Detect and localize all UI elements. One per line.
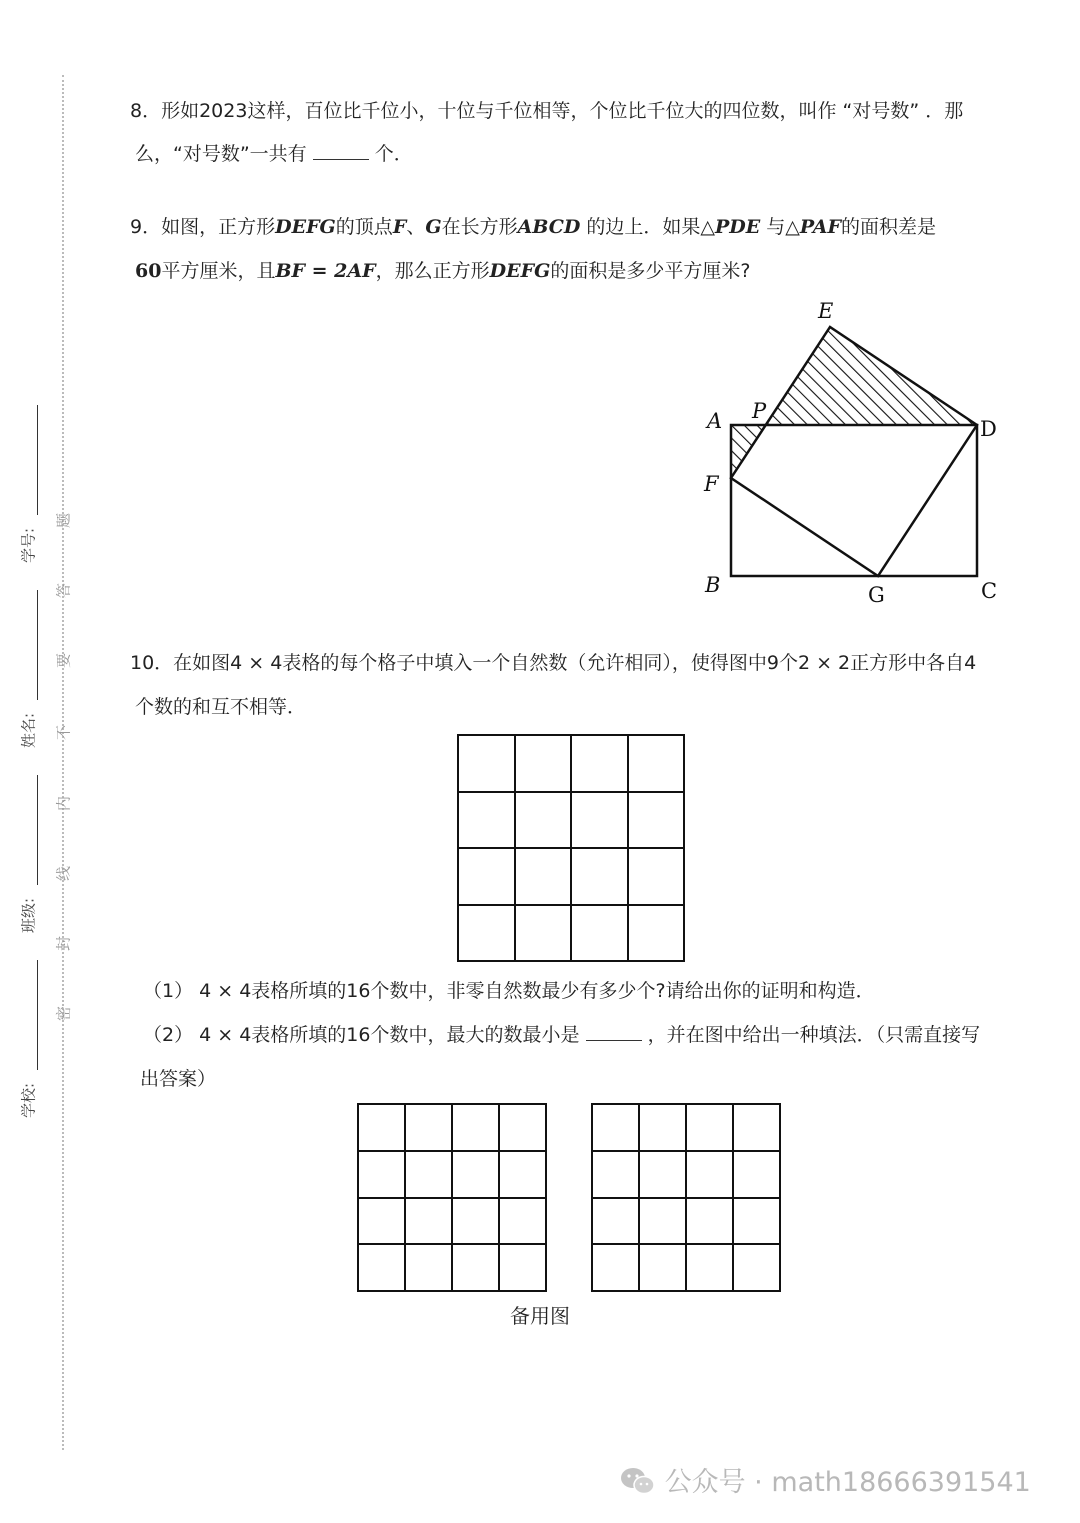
grid-cell[interactable] (628, 905, 685, 962)
grid-cell[interactable] (628, 792, 685, 849)
grid-cell[interactable] (515, 905, 572, 962)
grid-cell[interactable] (571, 905, 628, 962)
label-d: D (980, 417, 997, 441)
q9-text: 的边上．如果△ (580, 216, 715, 238)
q10-sub2-text-end: ，并在图中给出一种填法．（只需直接写 (647, 1024, 981, 1046)
grid-cell[interactable] (592, 1198, 639, 1245)
q9-line1 (130, 216, 936, 238)
grid-cell[interactable] (452, 1151, 499, 1198)
q9-math: DEFG (489, 260, 551, 282)
class-line (37, 775, 38, 885)
q8-line2 (135, 143, 413, 165)
grid-cell[interactable] (733, 1104, 780, 1151)
grid-cell[interactable] (628, 735, 685, 792)
grid-cell[interactable] (571, 792, 628, 849)
grid-cell[interactable] (592, 1151, 639, 1198)
grid-cell[interactable] (686, 1244, 733, 1291)
q10-sub2 (143, 1024, 980, 1046)
grid-cell[interactable] (639, 1244, 686, 1291)
grid-cell[interactable] (358, 1244, 405, 1291)
q10-answer-blank[interactable] (586, 1024, 642, 1041)
grid-cell[interactable] (499, 1151, 546, 1198)
school-label: 学校: (19, 1082, 38, 1119)
grid-cell[interactable] (405, 1198, 452, 1245)
q10-line1: 10．在如图4 × 4表格的每个格子中填入一个自然数（允许相同），使得图中9个2 × 2正方形中各自4 (130, 652, 977, 674)
grid-cell[interactable] (639, 1104, 686, 1151)
grid-cell[interactable] (405, 1244, 452, 1291)
name-line (37, 590, 38, 700)
grid-cell[interactable] (499, 1104, 546, 1151)
label-g: G (868, 583, 885, 607)
wechat-icon (620, 1466, 656, 1496)
grid-cell[interactable] (499, 1244, 546, 1291)
q9-math: DEFG (275, 216, 336, 238)
grid-cell[interactable] (686, 1198, 733, 1245)
grid-cell[interactable] (515, 792, 572, 849)
grid-cell[interactable] (452, 1104, 499, 1151)
label-a: A (707, 409, 723, 433)
q9-geometry-figure (690, 290, 1020, 610)
q8-line1: 8．形如2023这样，百位比千位小，十位与千位相等，个位比千位大的四位数，叫作 “对号数” ．那 (130, 100, 964, 122)
grid-cell[interactable] (358, 1198, 405, 1245)
q10-main-grid (457, 734, 685, 962)
q9-line2 (135, 260, 750, 282)
q8-answer-blank[interactable] (313, 143, 369, 160)
q9-math: ABCD (517, 216, 581, 238)
grid-cell[interactable] (458, 848, 515, 905)
seal-char: 题 (54, 513, 73, 529)
spare-figure-caption: 备用图 (510, 1304, 570, 1328)
q9-text: 与△ (760, 216, 800, 238)
q10-sub2-line2: 出答案） (140, 1068, 217, 1090)
q10-sub2-text: （2） 4 × 4表格所填的16个数中，最大的数最小是 (143, 1024, 580, 1046)
q9-text: 在长方形 (441, 216, 518, 238)
grid-cell[interactable] (499, 1198, 546, 1245)
grid-cell[interactable] (405, 1104, 452, 1151)
name-label: 姓名: (19, 712, 38, 749)
grid-cell[interactable] (686, 1104, 733, 1151)
spare-grid-right (591, 1103, 781, 1292)
seal-char: 线 (54, 866, 73, 882)
spare-grid-left (357, 1103, 547, 1292)
grid-cell[interactable] (639, 1151, 686, 1198)
q9-math: F (392, 216, 407, 238)
seal-char: 答 (54, 583, 73, 599)
label-c: C (981, 579, 998, 603)
grid-cell[interactable] (571, 735, 628, 792)
grid-cell[interactable] (639, 1198, 686, 1245)
q8-line2-text: 么，“对号数”一共有 (135, 143, 307, 165)
q9-math: PDE (715, 216, 761, 238)
grid-cell[interactable] (515, 735, 572, 792)
q8-line2-end: 个． (374, 143, 413, 165)
q10-sub1: （1） 4 × 4表格所填的16个数中，非零自然数最少有多少个?请给出你的证明和构造． (143, 980, 875, 1002)
q9-text: 、 (406, 216, 426, 238)
student-id-line (37, 405, 38, 515)
grid-cell[interactable] (592, 1104, 639, 1151)
q9-math: G (425, 216, 442, 238)
seal-char: 封 (54, 936, 73, 952)
q9-number: 9． (130, 216, 162, 238)
q9-math: PAF (799, 216, 842, 238)
q9-text: 的面积差是 (841, 216, 937, 238)
grid-cell[interactable] (628, 848, 685, 905)
seal-char: 要 (54, 653, 73, 669)
label-p: P (752, 399, 767, 423)
q9-text: ，那么正方形 (375, 260, 490, 282)
seal-char: 内 (54, 796, 73, 812)
grid-cell[interactable] (733, 1244, 780, 1291)
student-id-label: 学号: (19, 527, 38, 564)
grid-cell[interactable] (592, 1244, 639, 1291)
grid-cell[interactable] (358, 1151, 405, 1198)
grid-cell[interactable] (515, 848, 572, 905)
seal-dotted-line (62, 75, 64, 1450)
rectangle-abcd (731, 425, 977, 576)
q9-text: 平方厘米，且 (161, 260, 276, 282)
wechat-watermark (620, 1460, 1031, 1499)
q9-text: 如图，正方形 (161, 216, 276, 238)
grid-cell[interactable] (458, 905, 515, 962)
q9-math: BF = 2AF (275, 260, 376, 282)
grid-cell[interactable] (686, 1151, 733, 1198)
q9-text: 的顶点 (335, 216, 393, 238)
q10-line2: 个数的和互不相等． (135, 696, 307, 718)
class-label: 班级: (19, 897, 38, 934)
grid-cell[interactable] (358, 1104, 405, 1151)
seal-char: 不 (54, 725, 73, 741)
grid-cell[interactable] (733, 1151, 780, 1198)
seal-char: 密 (54, 1006, 73, 1022)
grid-cell[interactable] (452, 1198, 499, 1245)
watermark-text: 公众号 · math18666391541 (664, 1467, 1031, 1498)
q9-number-value: 60 (135, 260, 162, 282)
grid-cell[interactable] (405, 1151, 452, 1198)
school-line (37, 960, 38, 1070)
grid-cell[interactable] (733, 1198, 780, 1245)
label-e: E (818, 299, 834, 323)
label-b: B (705, 573, 721, 597)
grid-cell[interactable] (458, 735, 515, 792)
grid-cell[interactable] (458, 792, 515, 849)
label-f: F (704, 472, 719, 496)
grid-cell[interactable] (452, 1244, 499, 1291)
q9-text: 的面积是多少平方厘米? (550, 260, 751, 282)
grid-cell[interactable] (571, 848, 628, 905)
